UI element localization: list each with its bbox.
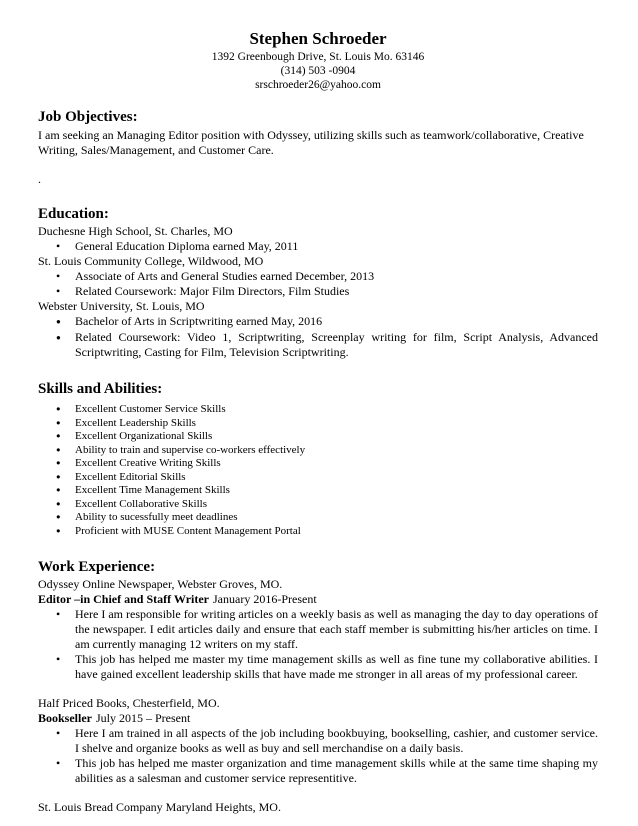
bullet-icon — [56, 269, 75, 284]
bullet-text: Related Coursework: Video 1, Scriptwriting, Screenplay writing for film, Script Analysis, Advanced Scriptwriting, Casting for Film, Television Scriptwriting. — [75, 330, 598, 359]
list-item — [38, 652, 598, 682]
job-company: St. Louis Bread Company Maryland Heights, MO. — [38, 800, 281, 814]
bullet-icon — [56, 330, 75, 346]
list-item — [38, 756, 598, 786]
bullet-icon — [56, 457, 75, 471]
resume-name: Stephen Schroeder — [249, 29, 387, 48]
bullet-icon — [56, 284, 75, 299]
section-skills — [38, 380, 598, 538]
job-objectives-heading: Job Objectives: — [38, 109, 138, 125]
bullet-icon — [56, 652, 75, 667]
bullet-icon — [56, 417, 75, 431]
school-name: Webster University, St. Louis, MO — [38, 299, 205, 313]
bullet-text: Here I am responsible for writing articles on a weekly basis as well as managing the day to day operations of the newspaper. I edit articles daily and ensure that each staff member is submitting his/her articles on time. I am currently managing 12 writers on my staff. — [75, 607, 598, 651]
job-title-line — [38, 711, 598, 726]
list-item — [38, 726, 598, 756]
contact-phone: (314) 503 -0904 — [280, 65, 356, 77]
job-objectives-body: I am seeking an Managing Editor position with Odyssey, utilizing skills such as teamwork/collaborative, Creative Writing, Sales/Management, and Customer Care. — [38, 128, 584, 157]
section-job-objectives — [38, 108, 598, 187]
list-item — [38, 471, 598, 485]
list-item — [38, 498, 598, 512]
bullet-icon — [56, 239, 75, 254]
bullet-text: Here I am trained in all aspects of the job including bookbuying, bookselling, cashier, and customer service. I shelve and organize books as well as buy and sell merchandise on a daily basis. — [75, 726, 598, 755]
bullet-icon — [56, 607, 75, 622]
bullet-icon — [56, 403, 75, 417]
bullet-icon — [56, 471, 75, 485]
job-entry — [38, 577, 598, 682]
list-item — [38, 330, 598, 360]
list-item — [38, 284, 598, 299]
list-item — [38, 417, 598, 431]
contact-email: srschroeder26@yahoo.com — [255, 79, 381, 91]
education-school — [38, 224, 598, 254]
bullet-icon — [56, 726, 75, 741]
job-title: Editor –in Chief and Staff Writer — [38, 592, 210, 606]
spacer — [38, 682, 598, 696]
work-heading: Work Experience: — [38, 559, 156, 575]
list-item — [38, 239, 598, 254]
list-item — [38, 511, 598, 525]
bullet-icon — [56, 444, 75, 458]
skill-text: Excellent Customer Service Skills — [75, 403, 226, 415]
school-name: Duchesne High School, St. Charles, MO — [38, 224, 233, 238]
list-item — [38, 607, 598, 652]
job-title-line — [38, 592, 598, 607]
job-entry — [38, 696, 598, 786]
bullet-icon — [56, 484, 75, 498]
skill-text: Excellent Organizational Skills — [75, 430, 213, 442]
list-item — [38, 430, 598, 444]
section-education — [38, 205, 598, 360]
bullet-text: Bachelor of Arts in Scriptwriting earned May, 2016 — [75, 314, 323, 328]
skill-text: Ability to train and supervise co-workers effectively — [75, 443, 306, 456]
school-name: St. Louis Community College, Wildwood, MO — [38, 254, 264, 268]
skills-heading: Skills and Abilities: — [38, 381, 163, 397]
bullet-text: Associate of Arts and General Studies earned December, 2013 — [75, 269, 375, 283]
list-item — [38, 403, 598, 417]
list-item — [38, 314, 598, 330]
skill-text: Excellent Editorial Skills — [75, 470, 186, 483]
job-company: Odyssey Online Newspaper, Webster Groves, MO. — [38, 577, 283, 591]
job-dates: July 2015 – Present — [96, 711, 191, 725]
bullet-icon — [56, 314, 75, 330]
contact-address: 1392 Greenbough Drive, St. Louis Mo. 63146 — [211, 51, 425, 63]
education-school — [38, 254, 598, 299]
skill-text: Excellent Leadership Skills — [75, 416, 196, 429]
job-dates: January 2016-Present — [213, 592, 317, 606]
skill-text: Excellent Creative Writing Skills — [75, 457, 221, 469]
skill-text: Ability to sucessfully meet deadlines — [75, 511, 238, 523]
skill-text: Proficient with MUSE Content Management Portal — [75, 524, 301, 537]
education-school — [38, 299, 598, 360]
skill-text: Excellent Collaborative Skills — [75, 497, 207, 510]
bullet-text: This job has helped me master my time management skills as well as fine tune my collaborative abilities. I have gained excellent leadership skills that have made me stronger in all areas of my professional career. — [75, 652, 598, 681]
bullet-text: General Education Diploma earned May, 2011 — [75, 239, 299, 253]
list-item — [38, 484, 598, 498]
list-item — [38, 525, 598, 539]
list-item — [38, 269, 598, 284]
resume-header — [38, 28, 598, 92]
stray-period: . — [38, 172, 41, 186]
bullet-text: This job has helped me master organization and time management skills while at the same time shaping my abilities as a salesman and customer service representitive. — [75, 756, 598, 785]
bullet-icon — [56, 756, 75, 771]
job-title: Bookseller — [38, 711, 92, 725]
education-heading: Education: — [38, 206, 109, 222]
skill-text: Excellent Time Management Skills — [75, 484, 230, 496]
list-item — [38, 457, 598, 471]
job-company: Half Priced Books, Chesterfield, MO. — [38, 696, 220, 710]
bullet-icon — [56, 525, 75, 539]
section-work-experience — [38, 558, 598, 815]
bullet-icon — [56, 511, 75, 525]
list-item — [38, 444, 598, 458]
bullet-text: Related Coursework: Major Film Directors, Film Studies — [75, 284, 350, 298]
bullet-icon — [56, 498, 75, 512]
bullet-icon — [56, 430, 75, 444]
